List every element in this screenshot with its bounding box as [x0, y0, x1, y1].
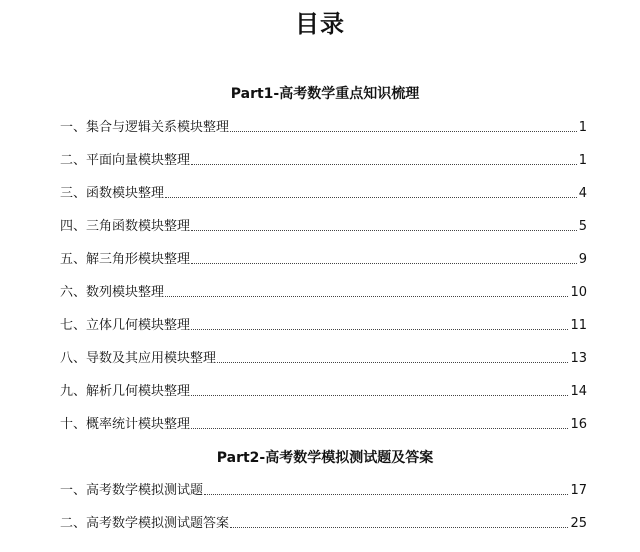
toc-entry-label: 二、高考数学模拟测试题答案 [60, 516, 230, 531]
toc-entry-label: 九、解析几何模块整理 [60, 384, 191, 399]
toc-entry[interactable] [60, 382, 587, 402]
toc-entry[interactable] [60, 415, 587, 435]
toc-entry-page-number: 14 [570, 384, 587, 399]
dot-leader [191, 164, 577, 165]
dot-leader [230, 527, 568, 528]
toc-entry[interactable] [60, 349, 587, 369]
toc-entry-label: 六、数列模块整理 [60, 285, 165, 300]
toc-entry-page-number: 11 [570, 318, 587, 333]
dot-leader [191, 263, 577, 264]
toc-entry-label: 二、平面向量模块整理 [60, 153, 191, 168]
toc-entry[interactable] [60, 316, 587, 336]
toc-entry[interactable] [60, 217, 587, 237]
toc-entry-label: 三、函数模块整理 [60, 186, 165, 201]
dot-leader [204, 494, 568, 495]
toc-entry[interactable] [60, 118, 587, 138]
part1-heading: Part1-高考数学重点知识梳理 [230, 86, 420, 102]
toc-entry[interactable] [60, 481, 587, 501]
toc-entry-page-number: 16 [570, 417, 587, 432]
toc-entry-label: 四、三角函数模块整理 [60, 219, 191, 234]
page-title: 目录 [295, 10, 345, 38]
toc-entry[interactable] [60, 250, 587, 270]
dot-leader [191, 428, 568, 429]
toc-entry-label: 十、概率统计模块整理 [60, 417, 191, 432]
dot-leader [191, 395, 568, 396]
toc-entry-label: 八、导数及其应用模块整理 [60, 351, 217, 366]
toc-entry[interactable] [60, 283, 587, 303]
toc-entry-page-number: 10 [570, 285, 587, 300]
toc-entry-page-number: 1 [578, 120, 587, 135]
toc-entry[interactable] [60, 184, 587, 204]
toc-entry[interactable] [60, 151, 587, 171]
toc-entry[interactable] [60, 514, 587, 534]
part2-heading: Part2-高考数学模拟测试题及答案 [216, 450, 434, 466]
dot-leader [217, 362, 568, 363]
toc-entry-label: 一、集合与逻辑关系模块整理 [60, 120, 230, 135]
toc-entry-page-number: 25 [570, 516, 587, 531]
toc-entry-page-number: 13 [570, 351, 587, 366]
toc-entry-label: 一、高考数学模拟测试题 [60, 483, 204, 498]
dot-leader [191, 230, 577, 231]
toc-entry-page-number: 9 [578, 252, 587, 267]
dot-leader [230, 131, 577, 132]
dot-leader [191, 329, 568, 330]
toc-entry-page-number: 5 [578, 219, 587, 234]
dot-leader [165, 197, 577, 198]
dot-leader [165, 296, 568, 297]
toc-entry-page-number: 1 [578, 153, 587, 168]
toc-entry-page-number: 4 [578, 186, 587, 201]
toc-entry-label: 五、解三角形模块整理 [60, 252, 191, 267]
toc-entry-label: 七、立体几何模块整理 [60, 318, 191, 333]
toc-entry-page-number: 17 [570, 483, 587, 498]
